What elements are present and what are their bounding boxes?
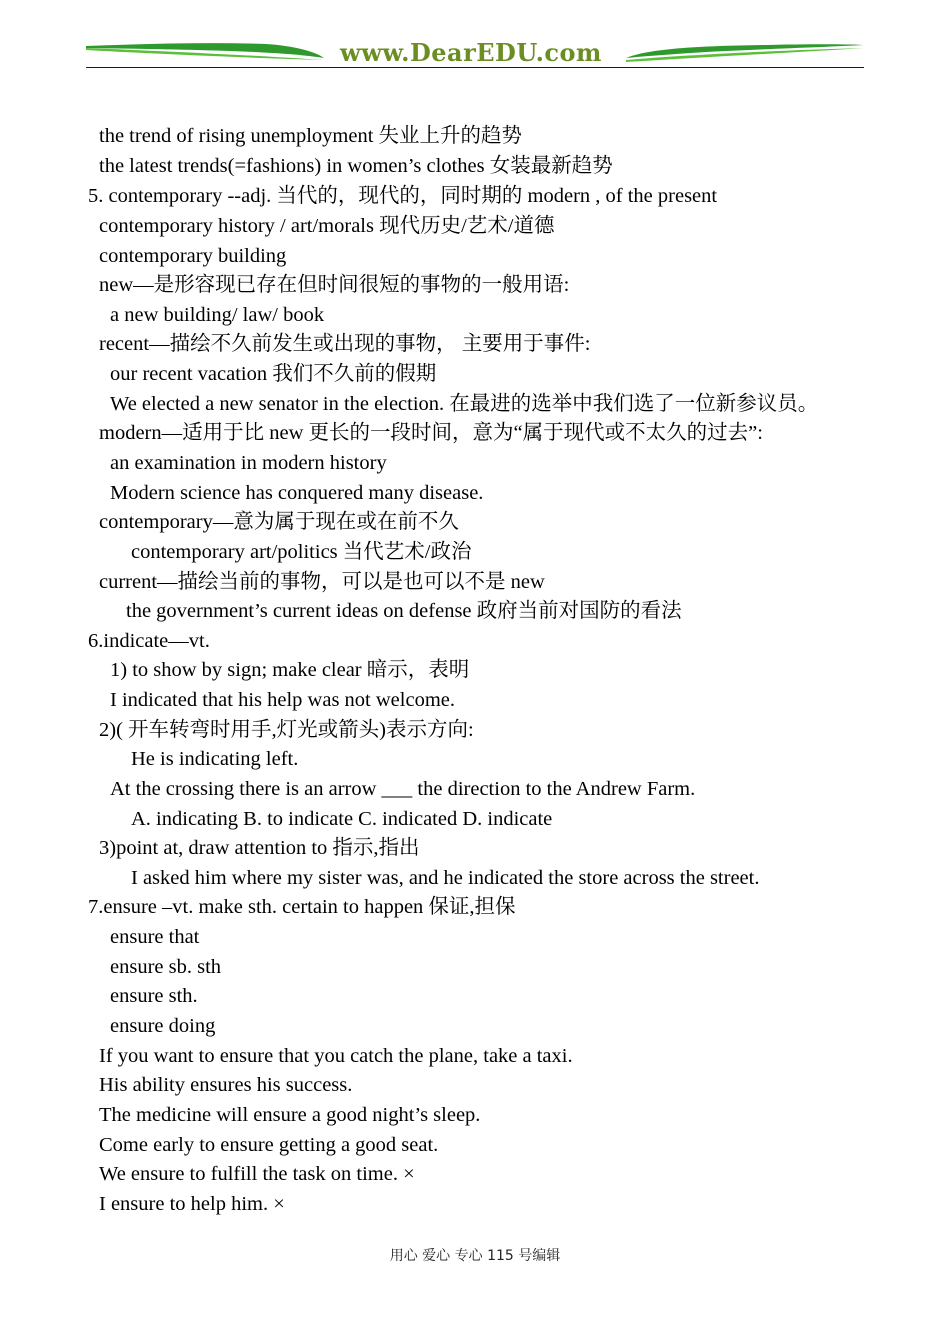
text-line: modern—适用于比 new 更长的一段时间，意为“属于现代或不太久的过去”:	[99, 422, 763, 444]
text-line: recent—描绘不久前发生或出现的事物， 主要用于事件:	[99, 333, 591, 355]
text-line: the trend of rising unemployment 失业上升的趋势	[99, 125, 523, 147]
text-line: a new building/ law/ book	[110, 304, 325, 326]
text-line: At the crossing there is an arrow ___ the direction to the Andrew Farm.	[110, 778, 696, 800]
text-line: The medicine will ensure a good night’s sleep.	[99, 1104, 481, 1126]
header-rule	[86, 67, 864, 68]
text-line: We elected a new senator in the election. 在最进的选举中我们选了一位新参议员。	[110, 393, 819, 415]
text-line: We ensure to fulfill the task on time. ×	[99, 1163, 415, 1185]
text-line: Come early to ensure getting a good seat.	[99, 1134, 439, 1156]
text-line: If you want to ensure that you catch the plane, take a taxi.	[99, 1045, 573, 1067]
text-line: the government’s current ideas on defense 政府当前对国防的看法	[126, 600, 682, 622]
text-line: ensure sth.	[110, 985, 198, 1007]
text-line: contemporary building	[99, 245, 287, 267]
text-line: new—是形容现已存在但时间很短的事物的一般用语:	[99, 274, 570, 296]
text-line: ensure that	[110, 926, 200, 948]
text-line: Modern science has conquered many disease.	[110, 482, 484, 504]
text-line: ensure doing	[110, 1015, 216, 1037]
text-line: 6.indicate—vt.	[88, 630, 210, 652]
text-line: 1) to show by sign; make clear 暗示，表明	[110, 659, 470, 681]
text-line: He is indicating left.	[131, 748, 299, 770]
text-line: I ensure to help him. ×	[99, 1193, 285, 1215]
text-line: contemporary history / art/morals 现代历史/艺术/道德	[99, 215, 555, 237]
page-footer: 用心 爱心 专心 115 号编辑	[389, 1248, 561, 1264]
text-line: 7.ensure –vt. make sth. certain to happen 保证,担保	[88, 896, 516, 918]
site-brand[interactable]: www.DearEDU.com	[340, 38, 602, 67]
text-line: ensure sb. sth	[110, 956, 222, 978]
text-line: 2)( 开车转弯时用手,灯光或箭头)表示方向:	[99, 719, 474, 741]
text-line: our recent vacation 我们不久前的假期	[110, 363, 437, 385]
text-line: I asked him where my sister was, and he indicated the store across the street.	[131, 867, 760, 889]
text-line: His ability ensures his success.	[99, 1074, 353, 1096]
text-line: 5. contemporary --adj. 当代的，现代的，同时期的 modern , of the present	[88, 185, 718, 207]
text-line: an examination in modern history	[110, 452, 387, 474]
text-line: current—描绘当前的事物，可以是也可以不是 new	[99, 571, 545, 593]
text-line: A. indicating B. to indicate C. indicated D. indicate	[131, 808, 553, 830]
text-line: 3)point at, draw attention to 指示,指出	[99, 837, 420, 859]
text-line: contemporary art/politics 当代艺术/政治	[131, 541, 472, 563]
text-line: the latest trends(=fashions) in women’s clothes 女装最新趋势	[99, 155, 613, 177]
page-header	[86, 36, 864, 72]
text-line: I indicated that his help was not welcome.	[110, 689, 455, 711]
text-line: contemporary—意为属于现在或在前不久	[99, 511, 459, 533]
